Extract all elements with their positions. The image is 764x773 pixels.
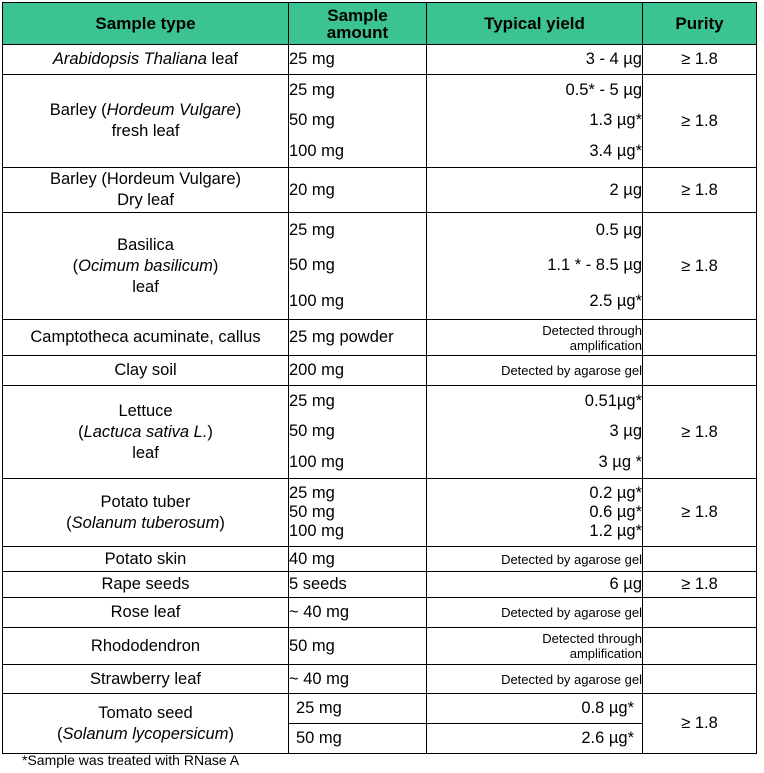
type-text: Tomato seed (98, 703, 193, 722)
amount-value: 50 mg (289, 111, 335, 130)
amount-value: 50 mg (289, 422, 335, 441)
yield-cell (427, 75, 643, 168)
sample-type-cell (3, 479, 289, 547)
sample-type-cell (3, 75, 289, 168)
header-sample-amount (289, 3, 427, 45)
header-purity: Purity (643, 3, 757, 45)
amount-cell: 50 mg (289, 628, 427, 665)
header-typical-yield: Typical yield (427, 3, 643, 45)
yield-value: 1.2 µg* (589, 522, 642, 540)
sample-type-italic: Arabidopsis Thaliana (52, 50, 207, 68)
type-text: Dry leaf (117, 191, 174, 209)
yield-cell: Detected by agarose gel (427, 598, 643, 628)
yield-cell: 3 - 4 µg (427, 45, 643, 75)
amount-value: 50 mg (289, 723, 426, 753)
purity-cell: ≥ 1.8 (643, 213, 757, 320)
purity-cell: ≥ 1.8 (643, 386, 757, 479)
type-italic: Ocimum basilicum (78, 256, 213, 275)
purity-cell (643, 356, 757, 386)
amount-value: 100 mg (289, 291, 345, 310)
amount-cell (289, 386, 427, 479)
amount-cell: ~ 40 mg (289, 598, 427, 628)
amount-cell: 25 mg (289, 45, 427, 75)
amount-cell (289, 479, 427, 547)
type-text: ( (78, 422, 84, 441)
yield-value: 3 µg * (598, 453, 642, 472)
yield-value: 2.5 µg* (589, 291, 642, 310)
header-sample-amount-line2: amount (326, 22, 389, 42)
purity-cell: ≥ 1.8 (643, 75, 757, 168)
type-italic: Lactuca sativa L. (83, 422, 208, 441)
yield-cell (427, 213, 643, 320)
sample-type-cell (3, 213, 289, 320)
type-text: Lettuce (118, 401, 173, 420)
table-row (3, 45, 757, 75)
yield-cell: Detected by agarose gel (427, 547, 643, 572)
yield-value: 0.6 µg* (589, 503, 642, 521)
yield-cell (427, 320, 643, 356)
yield-value: 0.8 µg* (581, 699, 634, 717)
yield-value: 0.2 µg* (589, 484, 642, 502)
purity-cell (643, 320, 757, 356)
yield-table-container (2, 2, 762, 754)
type-text: Potato tuber (100, 492, 191, 511)
amount-cell: 200 mg (289, 356, 427, 386)
sample-type-cell: Rose leaf (3, 598, 289, 628)
amount-cell: ~ 40 mg (289, 665, 427, 694)
table-row (3, 665, 757, 694)
amount-value: 25 mg (296, 699, 342, 717)
yield-cell (427, 628, 643, 665)
yield-cell (427, 479, 643, 547)
amount-cell (289, 694, 427, 754)
amount-value: 100 mg (289, 142, 345, 161)
purity-cell (643, 665, 757, 694)
table-row (3, 213, 757, 320)
sample-type-cell: Camptotheca acuminate, callus (3, 320, 289, 356)
sample-type-rest: leaf (206, 50, 239, 68)
amount-cell: 5 seeds (289, 572, 427, 598)
yield-value: amplification (569, 337, 642, 353)
amount-cell (289, 75, 427, 168)
type-text: Barley (Hordeum Vulgare) (49, 170, 242, 188)
yield-cell: Detected by agarose gel (427, 356, 643, 386)
table-row (3, 168, 757, 213)
type-text: ( (72, 256, 79, 275)
table-row (3, 628, 757, 665)
yield-cell: 6 µg (427, 572, 643, 598)
sample-type-cell: Potato skin (3, 547, 289, 572)
header-sample-amount-line1: Sample (327, 5, 388, 25)
type-text: ( (57, 724, 63, 743)
amount-cell (289, 213, 427, 320)
yield-value: 0.51µg* (584, 391, 642, 410)
purity-cell (643, 628, 757, 665)
yield-value: 0.5* - 5 µg (565, 80, 642, 99)
yield-table (2, 2, 757, 754)
sample-type-cell: Rape seeds (3, 572, 289, 598)
yield-value: amplification (569, 646, 642, 661)
purity-cell: ≥ 1.8 (643, 45, 757, 75)
sample-type-cell (3, 386, 289, 479)
table-row (3, 694, 757, 754)
sample-type-cell: Rhododendron (3, 628, 289, 665)
table-row (3, 386, 757, 479)
yield-value: 3.4 µg* (589, 142, 642, 161)
table-row (3, 572, 757, 598)
purity-cell: ≥ 1.8 (643, 479, 757, 547)
table-row (3, 479, 757, 547)
type-text: ) (207, 422, 213, 441)
amount-value: 25 mg (289, 391, 335, 410)
amount-value: 25 mg (289, 80, 335, 99)
amount-value: 25 mg (289, 221, 335, 240)
yield-cell (427, 694, 643, 754)
purity-cell: ≥ 1.8 (643, 694, 757, 754)
type-text: ) (219, 513, 225, 532)
amount-cell: 25 mg powder (289, 320, 427, 356)
table-row (3, 547, 757, 572)
type-text: leaf (132, 277, 159, 296)
type-italic: Solanum lycopersicum (62, 724, 229, 743)
amount-value: 100 mg (289, 522, 345, 540)
sample-type-cell (3, 45, 289, 75)
sample-type-cell: Clay soil (3, 356, 289, 386)
sample-type-cell: Strawberry leaf (3, 665, 289, 694)
purity-cell (643, 547, 757, 572)
purity-cell: ≥ 1.8 (643, 168, 757, 213)
type-text: leaf (132, 443, 159, 462)
yield-value: Detected through (542, 322, 642, 338)
yield-cell: 2 µg (427, 168, 643, 213)
purity-cell: ≥ 1.8 (643, 572, 757, 598)
yield-value: 1.1 * - 8.5 µg (547, 256, 642, 275)
header-sample-type: Sample type (3, 3, 289, 45)
type-text: ) (235, 101, 242, 119)
yield-cell (427, 386, 643, 479)
yield-value: Detected through (542, 631, 642, 646)
amount-value: 25 mg (289, 484, 335, 502)
amount-value: 50 mg (289, 256, 335, 275)
sample-type-cell (3, 694, 289, 754)
type-text: Barley ( (49, 101, 107, 119)
yield-value: 1.3 µg* (589, 111, 642, 130)
table-row (3, 320, 757, 356)
type-text: Basilica (117, 235, 174, 254)
purity-cell (643, 598, 757, 628)
amount-value: 50 mg (289, 503, 335, 521)
type-italic: Solanum tuberosum (71, 513, 220, 532)
yield-value: 2.6 µg* (427, 723, 642, 753)
yield-value: 0.5 µg (595, 221, 642, 240)
amount-cell: 40 mg (289, 547, 427, 572)
type-text: ) (228, 724, 234, 743)
table-row (3, 356, 757, 386)
sample-type-cell (3, 168, 289, 213)
amount-cell: 20 mg (289, 168, 427, 213)
table-row (3, 598, 757, 628)
type-text: fresh leaf (111, 122, 180, 140)
footnote: *Sample was treated with RNase A (22, 752, 240, 768)
yield-value: 3 µg (609, 422, 642, 441)
yield-cell: Detected by agarose gel (427, 665, 643, 694)
type-text: ) (212, 256, 219, 275)
header-row (3, 3, 757, 45)
type-italic: Hordeum Vulgare (106, 101, 236, 119)
amount-value: 100 mg (289, 453, 345, 472)
type-text: ( (66, 513, 72, 532)
table-row (3, 75, 757, 168)
